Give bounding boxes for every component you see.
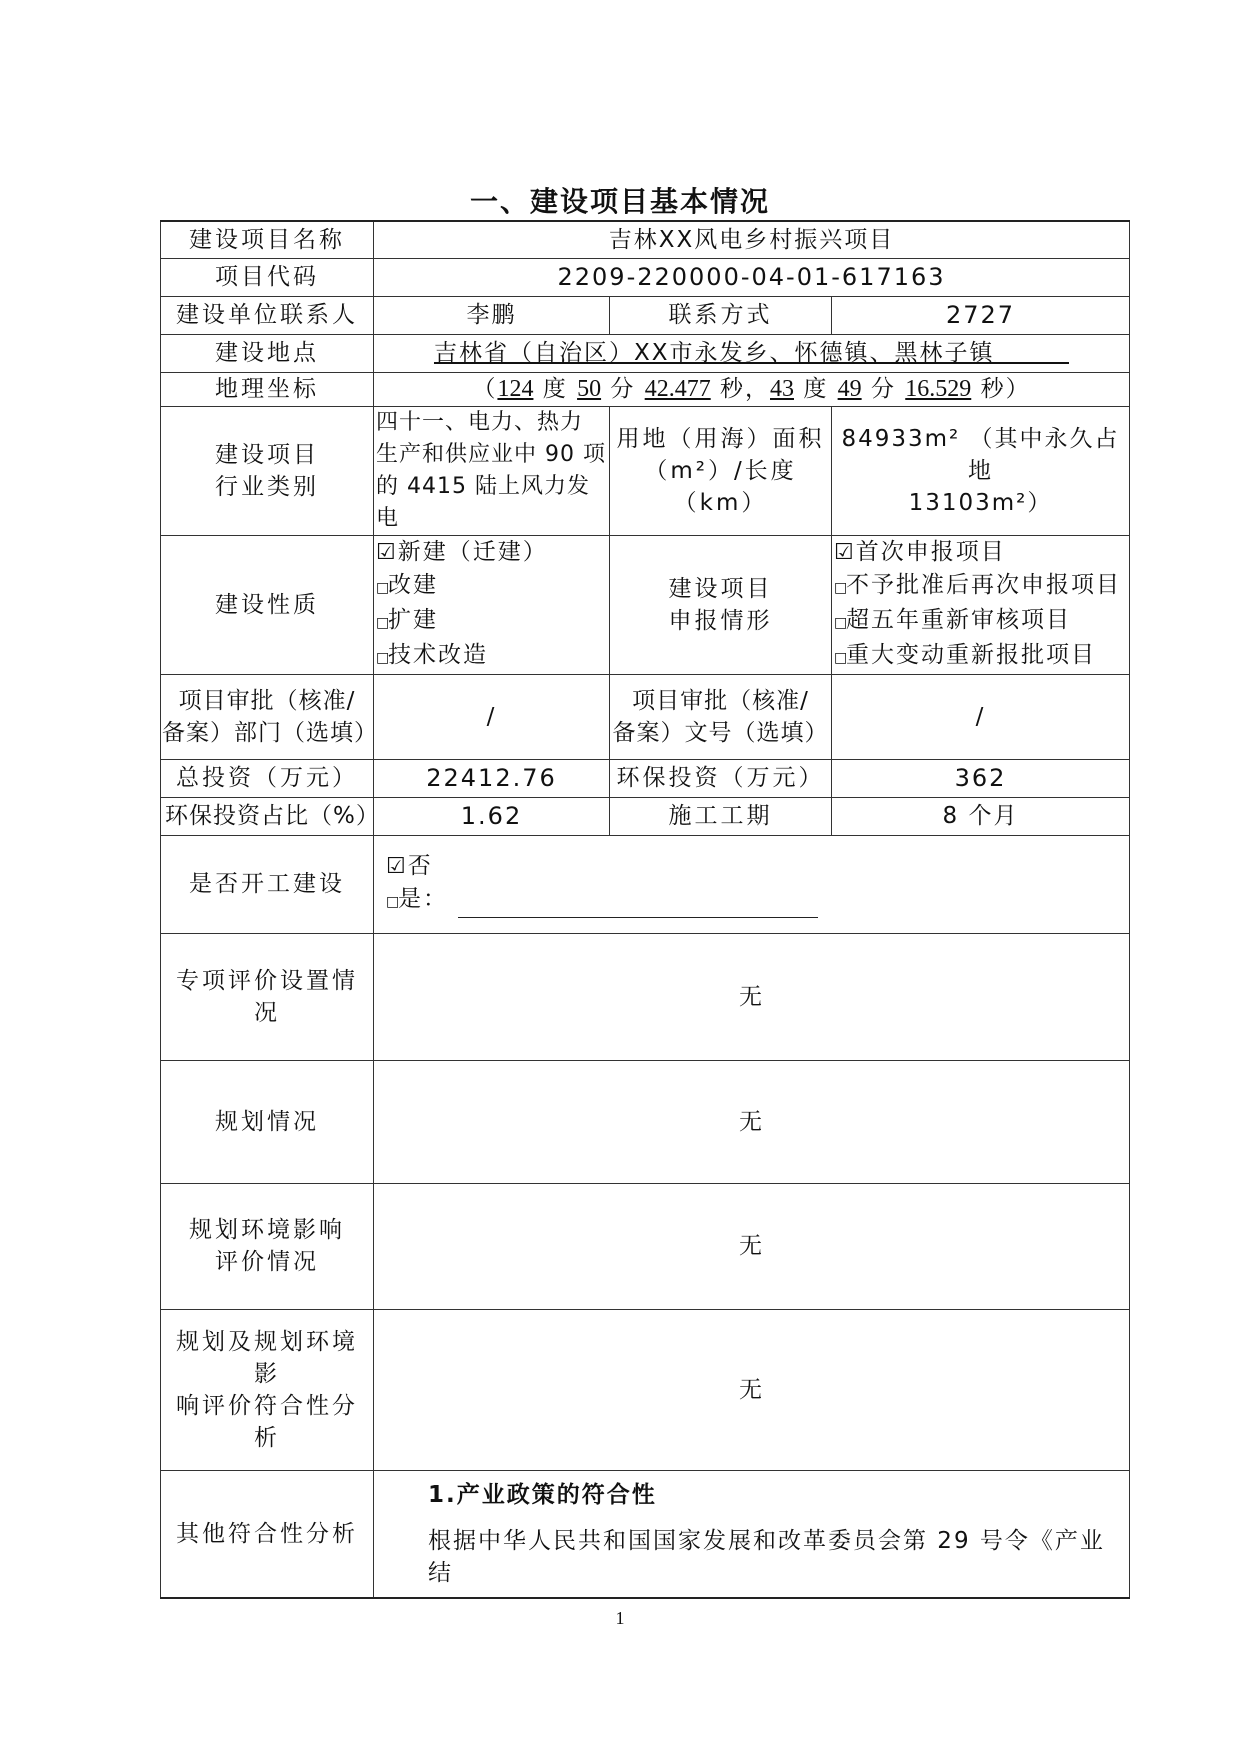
project-code-value: 2209-220000-04-01-617163	[374, 258, 1130, 296]
coordinates-label: 地理坐标	[161, 372, 374, 406]
row-started	[161, 835, 1130, 933]
empty-box-icon: □	[376, 649, 392, 666]
declare-option-redeclare[interactable]: □不予批准后再次申报项目	[834, 569, 1127, 604]
started-label: 是否开工建设	[161, 835, 374, 933]
land-area-value: 84933m² （其中永久占地 13103m²）	[832, 406, 1130, 535]
started-options	[374, 835, 1130, 933]
other-analysis-text: 根据中华人民共和国国家发展和改革委员会第 29 号令《产业结	[428, 1527, 1105, 1586]
project-name-label: 建设项目名称	[161, 221, 374, 258]
checked-box-icon: ☑	[376, 539, 398, 565]
row-contact	[161, 296, 1130, 334]
nature-option-new[interactable]: ☑新建（迁建）	[376, 536, 607, 569]
declare-type-label: 建设项目 申报情形	[610, 535, 832, 674]
conformity-value: 无	[374, 1309, 1130, 1470]
row-other-analysis	[161, 1470, 1130, 1598]
empty-box-icon: □	[376, 579, 392, 596]
construction-period-label: 施工工期	[610, 797, 832, 835]
construction-nature-options	[374, 535, 610, 674]
construction-period-value: 8 个月	[832, 797, 1130, 835]
env-ratio-value: 1.62	[374, 797, 610, 835]
other-analysis-heading: 1.产业政策的符合性	[428, 1481, 657, 1508]
declare-option-major-change[interactable]: □重大变动重新报批项目	[834, 639, 1127, 674]
started-option-no[interactable]: ☑否	[386, 850, 1125, 883]
nature-option-expand[interactable]: □扩建	[376, 604, 607, 639]
row-coordinates	[161, 372, 1130, 406]
latitude-second: 16.529	[905, 376, 972, 402]
env-ratio-label: 环保投资占比（%）	[161, 797, 374, 835]
approval-no-label: 项目审批（核准/ 备案）文号（选填）	[610, 674, 832, 759]
empty-box-icon: □	[386, 894, 402, 910]
started-option-yes[interactable]: □是：	[386, 883, 1125, 918]
latitude-minute: 49	[837, 376, 862, 402]
row-location	[161, 334, 1130, 372]
env-investment-value: 362	[832, 759, 1130, 797]
nature-option-upgrade[interactable]: □技术改造	[376, 639, 607, 674]
location-value: 吉林省（自治区）XX市永发乡、怀德镇、黑林子镇	[433, 340, 995, 366]
row-project-name	[161, 221, 1130, 258]
contact-person-label: 建设单位联系人	[161, 296, 374, 334]
latitude-degree: 43	[770, 376, 794, 402]
row-approval	[161, 674, 1130, 759]
industry-label: 建设项目 行业类别	[161, 406, 374, 535]
project-name-value: 吉林XX风电乡村振兴项目	[374, 221, 1130, 258]
row-investment	[161, 759, 1130, 797]
row-env-ratio	[161, 797, 1130, 835]
nature-option-rebuild[interactable]: □改建	[376, 569, 607, 604]
location-value-cell	[374, 334, 1130, 372]
declare-type-options	[832, 535, 1130, 674]
empty-box-icon: □	[834, 614, 850, 631]
longitude-minute: 50	[577, 376, 602, 402]
other-analysis-label: 其他符合性分析	[161, 1470, 374, 1598]
construction-nature-label: 建设性质	[161, 535, 374, 674]
row-conformity	[161, 1309, 1130, 1470]
longitude-second: 42.477	[644, 376, 711, 402]
planning-env-label: 规划环境影响 评价情况	[161, 1183, 374, 1309]
planning-env-value: 无	[374, 1183, 1130, 1309]
row-special-evaluation	[161, 933, 1130, 1060]
planning-label: 规划情况	[161, 1060, 374, 1183]
location-label: 建设地点	[161, 334, 374, 372]
contact-phone-value: 2727	[832, 296, 1130, 334]
row-industry	[161, 406, 1130, 535]
longitude-degree: 124	[497, 376, 534, 402]
conformity-label: 规划及规划环境影 响评价符合性分析	[161, 1309, 374, 1470]
checked-box-icon: ☑	[386, 854, 408, 879]
land-area-label: 用地（用海）面积 （m²）/长度（km）	[610, 406, 832, 535]
page-title: 一、建设项目基本情况	[469, 185, 770, 218]
row-construction-nature	[161, 535, 1130, 674]
env-investment-label: 环保投资（万元）	[610, 759, 832, 797]
page-number: 1	[615, 1608, 625, 1628]
row-planning	[161, 1060, 1130, 1183]
declare-option-first[interactable]: ☑首次申报项目	[834, 536, 1127, 569]
special-evaluation-value: 无	[374, 933, 1130, 1060]
approval-no-value: /	[832, 674, 1130, 759]
row-project-code	[161, 258, 1130, 296]
project-code-label: 项目代码	[161, 258, 374, 296]
contact-person-value: 李鹏	[374, 296, 610, 334]
row-planning-env	[161, 1183, 1130, 1309]
project-info-table	[160, 220, 1130, 1599]
contact-phone-label: 联系方式	[610, 296, 832, 334]
checked-box-icon: ☑	[834, 539, 856, 565]
coordinates-value: （124 度 50 分 42.477 秒，43 度 49 分 16.529 秒）	[374, 372, 1130, 406]
planning-value: 无	[374, 1060, 1130, 1183]
approval-dept-label: 项目审批（核准/ 备案）部门（选填）	[161, 674, 374, 759]
empty-box-icon: □	[376, 614, 392, 631]
empty-box-icon: □	[834, 649, 850, 666]
total-investment-value: 22412.76	[374, 759, 610, 797]
industry-value: 四十一、电力、热力 生产和供应业中 90 项 的 4415 陆上风力发电	[374, 406, 610, 535]
empty-box-icon: □	[834, 579, 850, 596]
special-evaluation-label: 专项评价设置情况	[161, 933, 374, 1060]
started-yes-blank[interactable]	[458, 899, 818, 918]
approval-dept-value: /	[374, 674, 610, 759]
other-analysis-content	[374, 1470, 1130, 1598]
declare-option-five-year[interactable]: □超五年重新审核项目	[834, 604, 1127, 639]
total-investment-label: 总投资（万元）	[161, 759, 374, 797]
